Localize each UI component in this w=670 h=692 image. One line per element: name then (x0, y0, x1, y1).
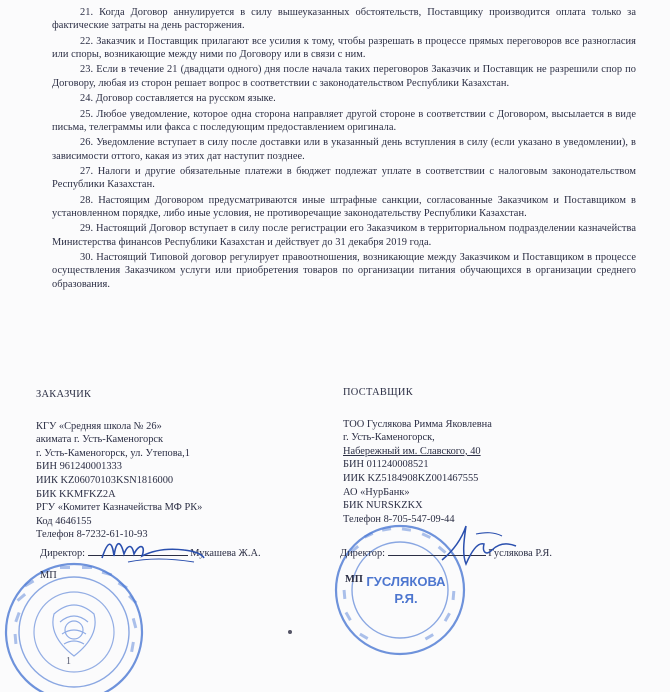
customer-heading: ЗАКАЗЧИК (36, 389, 92, 400)
supplier-line: Набережный им. Славского, 40 (343, 445, 481, 457)
supplier-director-label: Директор: (340, 548, 386, 559)
supplier-heading: ПОСТАВЩИК (343, 387, 413, 398)
customer-line: Код 4646155 (36, 515, 92, 527)
supplier-line: г. Усть-Каменогорск, (343, 432, 435, 444)
clause-25: 25. Любое уведомление, которое одна сторона направляет другой стороне в соответствии с Договором, высылается в виде письма, телеграммы или факса с последующим предоставлением оригинала. (52, 108, 636, 133)
supplier-line: БИН 011240008521 (343, 459, 429, 471)
customer-director-label: Директор: (40, 548, 86, 559)
clause-22: 22. Заказчик и Поставщик прилагают все усилия к тому, чтобы разрешать в процессе прямых переговоров все разногласия или споры, возникающие между ними по Договору или в связи с ним. (52, 35, 636, 60)
clause-27: 27. Налоги и другие обязательные платежи в бюджет подлежат уплате в соответствии с налоговым законодательством Республики Казахстан. (52, 166, 636, 191)
customer-stamp (2, 552, 152, 692)
customer-mp: МП (40, 570, 57, 581)
clause-29: 29. Настоящий Договор вступает в силу после регистрации его Заказчиком в территориальном подразделении казначейства Министерства финансов Республики Казахстан и действует до 31 декабря 2019 года. (52, 223, 636, 248)
page-number: 1 (66, 656, 71, 667)
customer-line: БИН 961240001333 (36, 461, 122, 473)
clause-30: 30. Настоящий Типовой договор регулирует правоотношения, возникающие между Заказчиком и Поставщиком в процессе осуществления Заказчиком услуги или приобретения товаров по организации питания обучающихся в организации среднего образования. (52, 252, 636, 290)
supplier-director-name: Гуслякова Р.Я. (488, 548, 552, 559)
customer-line: РГУ «Комитет Казначейства МФ РК» (36, 502, 203, 514)
customer-line: БИК KKMFKZ2A (36, 488, 116, 500)
customer-line: г. Усть-Каменогорск, ул. Утепова,1 (36, 447, 190, 459)
supplier-line: АО «НурБанк» (343, 486, 410, 498)
supplier-line: ИИК KZ5184908KZ001467555 (343, 472, 479, 484)
clause-23: 23. Если в течение 21 (двадцати одного) дня после начала таких переговоров Заказчик и Поставщик не разрешили спор по Договору, любая из сторон решает вопрос в соответствии с законодательством Республики Казахстан. (52, 64, 636, 89)
customer-signature (98, 532, 208, 568)
supplier-requisites (343, 386, 643, 526)
supplier-line: ТОО Гуслякова Римма Яковлевна (343, 418, 492, 430)
clause-28: 28. Настоящим Договором предусматриваются иные штрафные санкции, согласованные Заказчиком и Поставщиком в установленном порядке, либо иные условия, не противоречащие законодательству Республики Казахстан. (52, 194, 636, 219)
clause-26: 26. Уведомление вступает в силу после доставки или в указанный день вступления в силу (если указано в уведомлении), в зависимости оттого, какая из этих дат наступит позднее. (52, 137, 636, 162)
clause-21: 21. Когда Договор аннулируется в силу вышеуказанных обстоятельств, Поставщику производится оплата только за фактические затраты на день расторжения. (52, 7, 636, 32)
supplier-mp: МП (345, 574, 363, 585)
speck (288, 630, 292, 634)
customer-director-name: Мукашева Ж.А. (190, 548, 261, 559)
customer-line: Телефон 8-7232-61-10-93 (36, 529, 148, 541)
clause-24: 24. Договор составляется на русском языке. (80, 93, 276, 105)
customer-line: акимата г. Усть-Каменогорск (36, 434, 164, 446)
customer-line: КГУ «Средняя школа № 26» (36, 420, 162, 432)
customer-line: ИИК KZ06070103KSN1816000 (36, 474, 174, 486)
contract-clauses (52, 6, 636, 293)
supplier-line: Телефон 8-705-547-09-44 (343, 513, 455, 525)
customer-requisites (36, 388, 336, 542)
supplier-signature (436, 520, 526, 570)
supplier-line: БИК NURSKZKX (343, 500, 423, 512)
supplier-stamp-text: ГУСЛЯКОВА Р.Я. (366, 574, 446, 606)
